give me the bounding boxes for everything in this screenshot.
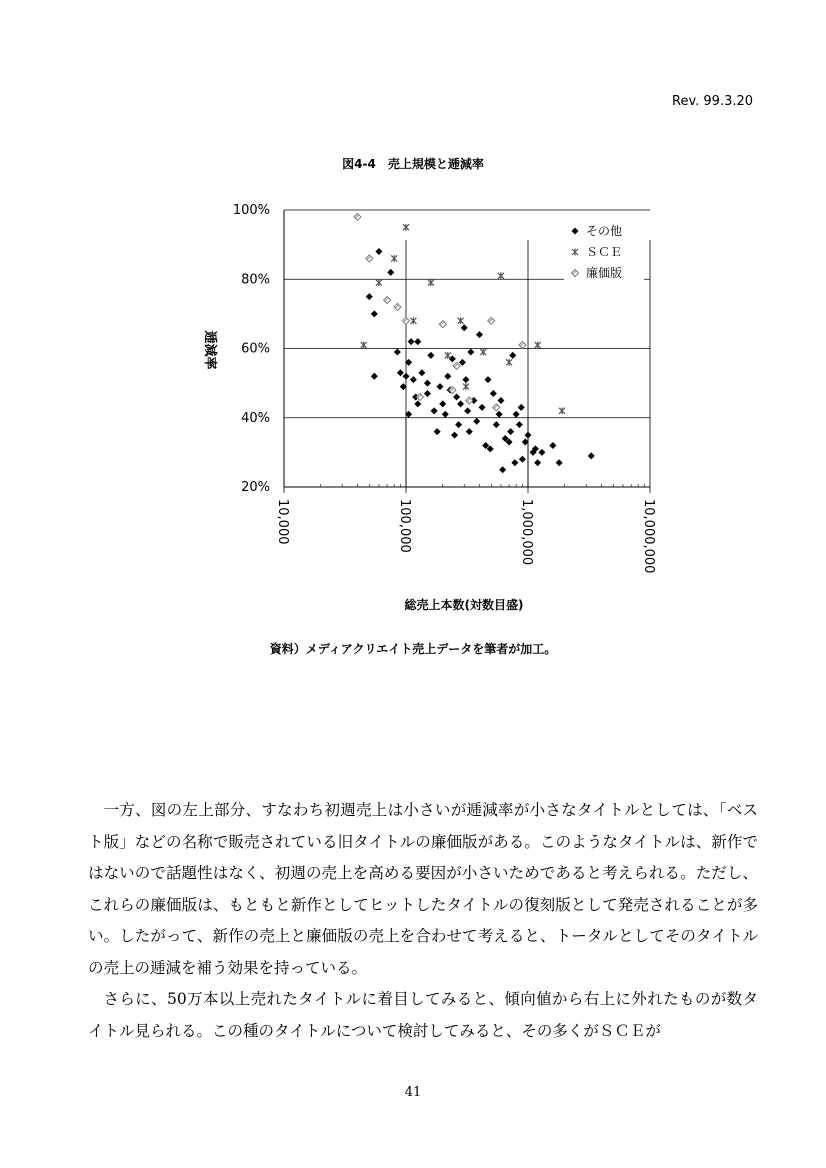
data-point-sonota [397, 369, 404, 376]
data-point-sonota [451, 432, 458, 439]
data-point-sce [410, 317, 416, 324]
data-point-renkaban [439, 321, 446, 328]
data-point-sonota [442, 411, 449, 418]
data-point-sonota [509, 352, 516, 359]
x-tick-label: 10,000 [275, 499, 290, 545]
data-point-sonota [511, 459, 518, 466]
legend-label: ＳＣＥ [586, 245, 623, 259]
data-point-sonota [424, 380, 431, 387]
legend-label: 廉価版 [586, 266, 623, 280]
data-point-sonota [375, 248, 382, 255]
data-point-sce [480, 348, 486, 355]
data-point-sonota [479, 404, 486, 411]
data-point-sonota [457, 400, 464, 407]
data-point-sonota [467, 348, 474, 355]
data-point-sonota [366, 293, 373, 300]
data-point-sonota [484, 376, 491, 383]
data-point-sonota [538, 449, 545, 456]
y-axis-label: 逓減率 [202, 330, 217, 370]
data-point-sonota [499, 466, 506, 473]
data-point-sonota [490, 390, 497, 397]
data-point-sce [559, 407, 565, 414]
data-point-sonota [434, 428, 441, 435]
data-point-sonota [403, 373, 410, 380]
paragraph-1: 一方、図の左上部分、すなわち初週売上は小さいが逓減率が小さなタイトルとしては、「ベスト版」などの名称で販売されている旧タイトルの廉価版がある。このようなタイトルは、新作ではないので話題性はなく、初週の売上を高める要因が小さいためであると考えられる。ただし、これらの廉価版は、もともと新作としてヒットしたタイトルの復刻版として発売されることが多い。したがって、新作の売上と廉価版の売上を合わせて考えると、トータルとしてそのタイトルの売上の逓減を補う効果を持っている。 [88, 801, 758, 977]
x-tick-label: 10,000,000 [641, 499, 656, 574]
y-tick-label: 60% [241, 341, 270, 357]
data-point-sonota [519, 456, 526, 463]
revision-label: Rev. 99.3.20 [672, 94, 754, 109]
data-point-sonota [449, 355, 456, 362]
data-point-sonota [437, 383, 444, 390]
figure-title: 図4-4 売上規模と逓減率 [342, 157, 484, 171]
data-point-sonota [444, 373, 451, 380]
data-point-sonota [394, 348, 401, 355]
data-point-sonota [414, 338, 421, 345]
data-points [354, 213, 595, 473]
data-point-sonota [387, 269, 394, 276]
data-point-sce [498, 272, 504, 279]
data-point-sonota [518, 404, 525, 411]
data-point-sonota [371, 373, 378, 380]
data-point-sonota [418, 369, 425, 376]
data-point-sce [463, 383, 469, 390]
data-point-sce [376, 279, 382, 286]
data-point-sonota [414, 400, 421, 407]
data-point-sonota [556, 459, 563, 466]
data-point-sonota [466, 428, 473, 435]
data-point-sce [361, 342, 367, 349]
data-point-renkaban [384, 297, 391, 304]
data-point-sce [391, 255, 397, 262]
data-point-sonota [473, 418, 480, 425]
data-point-sce [428, 279, 434, 286]
data-point-sce [458, 317, 464, 324]
data-point-sonota [496, 411, 503, 418]
data-point-renkaban [466, 397, 473, 404]
data-point-sonota [462, 376, 469, 383]
data-point-sonota [516, 421, 523, 428]
data-point-sonota [453, 393, 460, 400]
data-point-sonota [549, 442, 556, 449]
data-point-sonota [497, 397, 504, 404]
scatter-chart [180, 190, 660, 620]
data-point-sonota [507, 428, 514, 435]
x-axis-label: 総売上本数(対数目盛) [404, 598, 524, 612]
data-point-sonota [493, 421, 500, 428]
data-point-sonota [588, 452, 595, 459]
data-point-sce [506, 359, 512, 366]
data-point-sonota [534, 459, 541, 466]
data-point-renkaban [394, 303, 401, 310]
y-tick-label: 40% [241, 410, 270, 426]
data-point-sonota [455, 421, 462, 428]
legend-label: その他 [586, 224, 623, 238]
data-point-renkaban [416, 393, 423, 400]
y-tick-label: 20% [241, 480, 270, 495]
data-point-sonota [439, 400, 446, 407]
data-point-renkaban [453, 362, 460, 369]
data-point-sonota [476, 331, 483, 338]
body-text [88, 795, 758, 1047]
data-point-sonota [461, 324, 468, 331]
data-point-sonota [525, 432, 532, 439]
page-number: 41 [404, 1085, 422, 1100]
y-tick-label: 80% [241, 272, 270, 288]
x-tick-label: 100,000 [397, 499, 412, 553]
data-point-sce [445, 352, 451, 359]
paragraph-2: さらに、50万本以上売れたタイトルに着目してみると、傾向値から右上に外れたものが数タイトル見られる。この種のタイトルについて検討してみると、その多くがＳＣＥが [88, 990, 758, 1040]
legend [564, 218, 644, 286]
data-point-sonota [371, 310, 378, 317]
data-point-sonota [408, 338, 415, 345]
data-point-renkaban [493, 404, 500, 411]
data-point-renkaban [366, 255, 373, 262]
data-point-sce [403, 224, 409, 231]
data-point-sonota [459, 359, 466, 366]
data-point-sonota [424, 390, 431, 397]
data-point-renkaban [403, 317, 410, 324]
data-point-sonota [410, 376, 417, 383]
data-point-renkaban [519, 342, 526, 349]
data-point-sonota [513, 411, 520, 418]
data-point-renkaban [354, 213, 361, 220]
data-point-sonota [427, 352, 434, 359]
data-point-renkaban [488, 317, 495, 324]
x-tick-label: 1,000,000 [519, 499, 534, 566]
data-point-sonota [431, 407, 438, 414]
source-note: 資料）メディアクリエイト売上データを筆者が加工。 [269, 642, 557, 656]
y-tick-label: 100% [232, 203, 270, 218]
data-point-sce [535, 342, 541, 349]
data-point-sonota [464, 407, 471, 414]
